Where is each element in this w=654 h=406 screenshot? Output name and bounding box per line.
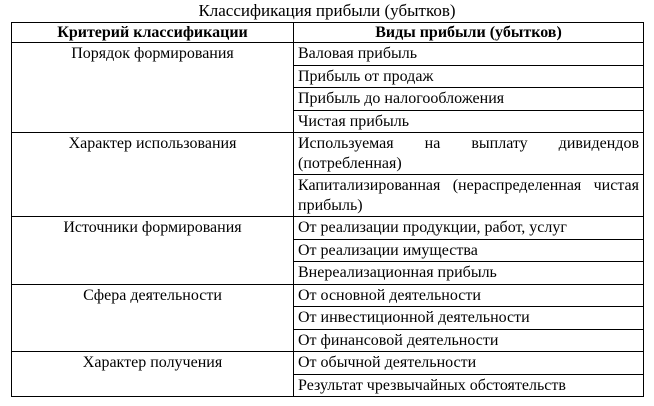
- table-row: [12, 217, 644, 240]
- table-row: [12, 284, 644, 307]
- type-cell: От основной деятельности: [294, 284, 644, 307]
- profit-classification-table: [11, 22, 644, 397]
- table-row: [12, 133, 644, 175]
- criterion-cell: Порядок формирования: [12, 43, 294, 133]
- table-header-row: [12, 23, 644, 43]
- type-cell: От обычной деятельности: [294, 352, 644, 375]
- criterion-cell: Сфера деятельности: [12, 284, 294, 352]
- type-cell: Валовая прибыль: [294, 43, 644, 66]
- type-cell: От финансовой деятельности: [294, 329, 644, 352]
- type-cell: Результат чрезвычайных обстоятельств: [294, 374, 644, 397]
- criterion-cell: Источники формирования: [12, 217, 294, 285]
- type-cell: Чистая прибыль: [294, 110, 644, 133]
- type-cell: От инвестиционной деятельности: [294, 307, 644, 330]
- type-cell: Капитализированная (нераспределенная чистая прибыль): [294, 175, 644, 217]
- type-cell: Прибыль до налогообложения: [294, 88, 644, 111]
- table-row: [12, 352, 644, 375]
- table-title: Классификация прибыли (убытков): [198, 1, 456, 20]
- header-criterion: Критерий классификации: [12, 23, 294, 43]
- type-cell: Прибыль от продаж: [294, 65, 644, 88]
- table-row: [12, 43, 644, 66]
- type-cell: От реализации имущества: [294, 239, 644, 262]
- criterion-cell: Характер использования: [12, 133, 294, 217]
- criterion-cell: Характер получения: [12, 352, 294, 397]
- type-cell: От реализации продукции, работ, услуг: [294, 217, 644, 240]
- type-cell: Внереализационная прибыль: [294, 262, 644, 285]
- type-cell: Используемая на выплату дивидендов (потребленная): [294, 133, 644, 175]
- header-types: Виды прибыли (убытков): [294, 23, 644, 43]
